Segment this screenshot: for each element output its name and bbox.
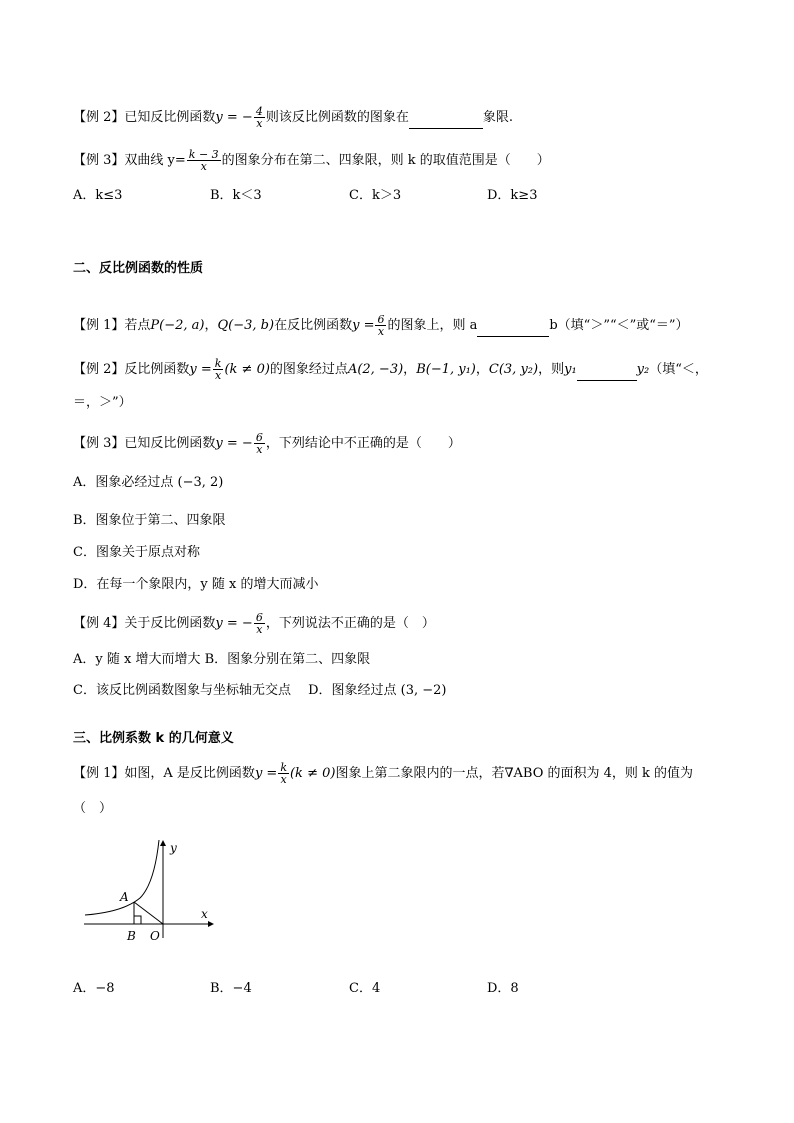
sec2-ex3-option-a[interactable]: A．图象必经过点 (−3, 2) [73, 475, 224, 490]
ex3-option-a[interactable]: A．k≤3 [73, 188, 123, 203]
answer-blank[interactable] [477, 322, 549, 337]
label-o: O [150, 929, 160, 943]
sec2-ex4-options-line1[interactable]: A．y 随 x 增大而增大 B．图象分别在第二、四象限 [73, 652, 371, 667]
ex2-line: 【例 2】已知反比例函数y = − $\frac{4}{x}$ 则该反比例函数的图象在 象限. [73, 105, 513, 130]
fraction: $\frac{6}{x}$ [255, 431, 263, 456]
section-heading-2: 二、反比例函数的性质 [73, 261, 204, 276]
segment-ao [134, 902, 163, 924]
sec3-option-a[interactable]: A．−8 [73, 981, 115, 996]
sec3-option-d[interactable]: D．8 [487, 981, 519, 996]
ex3-line: 【例 3】双曲线 y= $\frac{k - 3}{x}$ 的图象分布在第二、四象限，则 k 的取值范围是（ ） [73, 148, 550, 173]
fraction: $\frac{k}{x}$ [280, 761, 287, 786]
sec2-ex4-line: 【例 4】关于反比例函数y = − $\frac{6}{x}$ ，下列说法不正确的是（ ） [73, 611, 435, 636]
fraction: $\frac{k}{x}$ [214, 357, 222, 382]
hyperbola-figure [80, 838, 220, 948]
fraction: $\frac{k - 3}{x}$ [188, 148, 219, 173]
ex2-tag: 【例 2】 [73, 110, 125, 125]
label-b: B [127, 929, 136, 943]
sec2-ex3-option-c[interactable]: C．图象关于原点对称 [73, 545, 200, 560]
y-axis-arrow [160, 840, 166, 846]
fraction: $\frac{4}{x}$ [255, 105, 263, 130]
sec2-ex1-line: 【例 1】若点P(−2, a)，Q(−3, b)在反比例函数y = $\frac{6}{x}$ 的图象上，则 a b（填“＞”“＜”或“＝”） [73, 313, 689, 338]
sec2-ex4-options-line2[interactable]: C．该反比例函数图象与坐标轴无交点 D．图象经过点 (3, −2) [73, 683, 447, 698]
fraction: $\frac{6}{x}$ [255, 611, 263, 636]
label-a: A [120, 890, 129, 904]
x-axis-arrow [208, 921, 214, 927]
sec2-ex3-option-b[interactable]: B．图象位于第二、四象限 [73, 513, 226, 528]
ex3-option-c[interactable]: C．k＞3 [349, 188, 402, 203]
answer-blank[interactable] [577, 366, 637, 381]
sec3-ex1-line: 【例 1】如图，A 是反比例函数y = $\frac{k}{x}$ (k ≠ 0)图象上第二象限内的一点，若∇ABO 的面积为 4，则 k 的值为 [73, 761, 694, 786]
sec2-ex2-line: 【例 2】反比例函数y = $\frac{k}{x}$ (k ≠ 0)的图象经过点A(2, −3)，B(−1, y₁)，C(3, y₂)，则y₁ y₂（填“＜， [73, 357, 708, 382]
sec3-ex1-line2: （ ） [73, 801, 113, 816]
sec3-option-b[interactable]: B．−4 [210, 981, 252, 996]
label-y: y [170, 841, 177, 855]
ex3-option-d[interactable]: D．k≥3 [487, 188, 538, 203]
fraction: $\frac{6}{x}$ [377, 313, 385, 338]
section-heading-3: 三、比例系数 k 的几何意义 [73, 731, 234, 746]
right-angle-mark [134, 916, 141, 924]
sec2-ex3-line: 【例 3】已知反比例函数y = − $\frac{6}{x}$ ，下列结论中不正确的是（ ） [73, 431, 461, 456]
sec2-ex2-line2: ＝，＞”） [73, 395, 132, 410]
answer-blank[interactable] [409, 114, 483, 129]
ex3-option-b[interactable]: B．k＜3 [210, 188, 262, 203]
sec3-option-c[interactable]: C．4 [349, 981, 381, 996]
sec2-ex3-option-d[interactable]: D．在每一个象限内，y 随 x 的增大而减小 [73, 577, 319, 592]
label-x: x [201, 907, 208, 921]
